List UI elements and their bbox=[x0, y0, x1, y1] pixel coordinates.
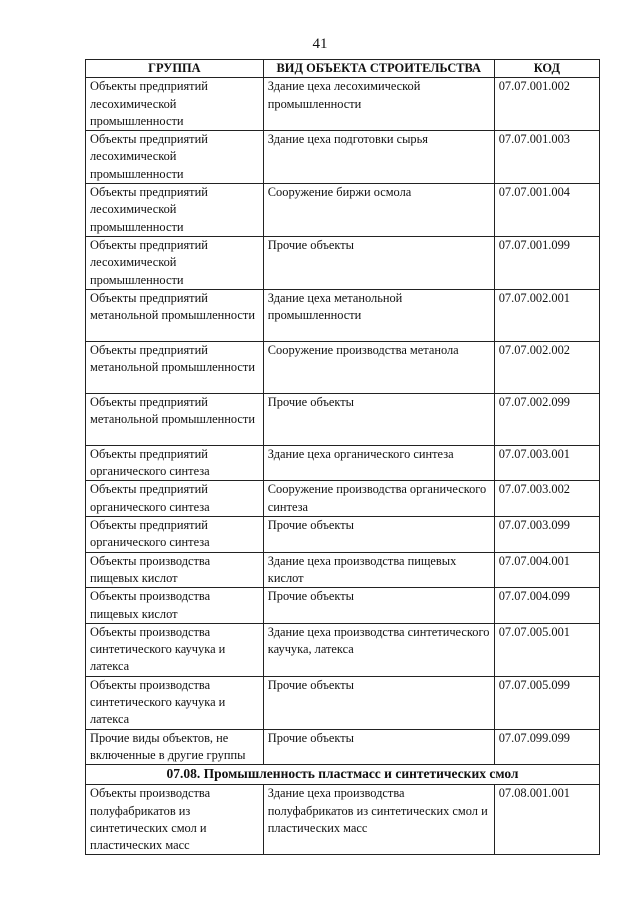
cell-group: Объекты предприятий метанольной промышленности bbox=[86, 341, 264, 393]
cell-code: 07.07.001.004 bbox=[494, 184, 599, 237]
construction-objects-table bbox=[85, 59, 600, 855]
cell-code: 07.07.001.003 bbox=[494, 131, 599, 184]
table-row bbox=[86, 785, 600, 855]
cell-code: 07.07.001.099 bbox=[494, 236, 599, 289]
cell-object-type: Сооружение производства органического синтеза bbox=[263, 481, 494, 517]
cell-object-type: Здание цеха производства синтетического каучука, латекса bbox=[263, 623, 494, 676]
cell-code: 07.07.099.099 bbox=[494, 729, 599, 765]
cell-object-type: Здание цеха органического синтеза bbox=[263, 445, 494, 481]
cell-code: 07.07.004.099 bbox=[494, 588, 599, 624]
cell-code: 07.07.004.001 bbox=[494, 552, 599, 588]
cell-code: 07.07.001.002 bbox=[494, 78, 599, 131]
table-row bbox=[86, 623, 600, 676]
table-row bbox=[86, 131, 600, 184]
cell-group: Объекты производства пищевых кислот bbox=[86, 588, 264, 624]
section-heading-row bbox=[86, 765, 600, 785]
cell-group: Объекты предприятий лесохимической промышленности bbox=[86, 184, 264, 237]
cell-object-type: Здание цеха подготовки сырья bbox=[263, 131, 494, 184]
header-group: ГРУППА bbox=[86, 60, 264, 78]
cell-group: Объекты предприятий лесохимической промышленности bbox=[86, 236, 264, 289]
table-row bbox=[86, 552, 600, 588]
table-header-row bbox=[86, 60, 600, 78]
table-row bbox=[86, 184, 600, 237]
table-row bbox=[86, 341, 600, 393]
cell-object-type: Прочие объекты bbox=[263, 517, 494, 553]
cell-group: Объекты предприятий органического синтеза bbox=[86, 445, 264, 481]
cell-object-type: Здание цеха метанольной промышленности bbox=[263, 289, 494, 341]
cell-group: Объекты производства синтетического каучука и латекса bbox=[86, 676, 264, 729]
table-row bbox=[86, 289, 600, 341]
cell-object-type: Здание цеха производства пищевых кислот bbox=[263, 552, 494, 588]
table-row bbox=[86, 676, 600, 729]
cell-group: Объекты предприятий органического синтеза bbox=[86, 517, 264, 553]
page-number: 41 bbox=[312, 36, 328, 52]
cell-group: Объекты предприятий лесохимической промышленности bbox=[86, 78, 264, 131]
table-row bbox=[86, 729, 600, 765]
table-row bbox=[86, 78, 600, 131]
cell-group: Объекты предприятий лесохимической промышленности bbox=[86, 131, 264, 184]
table-row bbox=[86, 445, 600, 481]
cell-code: 07.07.003.002 bbox=[494, 481, 599, 517]
cell-object-type: Здание цеха лесохимической промышленности bbox=[263, 78, 494, 131]
cell-code: 07.07.002.001 bbox=[494, 289, 599, 341]
cell-code: 07.07.002.099 bbox=[494, 393, 599, 445]
section-heading: 07.08. Промышленность пластмасс и синтетических смол bbox=[86, 765, 600, 785]
table-row bbox=[86, 588, 600, 624]
cell-object-type: Прочие объекты bbox=[263, 729, 494, 765]
table-row bbox=[86, 481, 600, 517]
header-code: КОД bbox=[494, 60, 599, 78]
cell-group: Объекты предприятий метанольной промышленности bbox=[86, 289, 264, 341]
cell-code: 07.08.001.001 bbox=[494, 785, 599, 855]
table-row bbox=[86, 393, 600, 445]
cell-object-type: Прочие объекты bbox=[263, 236, 494, 289]
cell-group: Объекты производства синтетического каучука и латекса bbox=[86, 623, 264, 676]
cell-group: Объекты предприятий метанольной промышленности bbox=[86, 393, 264, 445]
cell-group: Прочие виды объектов, не включенные в другие группы bbox=[86, 729, 264, 765]
cell-object-type: Сооружение производства метанола bbox=[263, 341, 494, 393]
cell-object-type: Прочие объекты bbox=[263, 393, 494, 445]
cell-code: 07.07.005.099 bbox=[494, 676, 599, 729]
cell-group: Объекты производства пищевых кислот bbox=[86, 552, 264, 588]
cell-object-type: Сооружение биржи осмола bbox=[263, 184, 494, 237]
cell-object-type: Прочие объекты bbox=[263, 676, 494, 729]
cell-code: 07.07.002.002 bbox=[494, 341, 599, 393]
cell-group: Объекты предприятий органического синтеза bbox=[86, 481, 264, 517]
cell-object-type: Здание цеха производства полуфабрикатов из синтетических смол и пластических масс bbox=[263, 785, 494, 855]
table-row bbox=[86, 236, 600, 289]
cell-object-type: Прочие объекты bbox=[263, 588, 494, 624]
cell-code: 07.07.003.099 bbox=[494, 517, 599, 553]
cell-code: 07.07.005.001 bbox=[494, 623, 599, 676]
cell-code: 07.07.003.001 bbox=[494, 445, 599, 481]
table-row bbox=[86, 517, 600, 553]
cell-group: Объекты производства полуфабрикатов из синтетических смол и пластических масс bbox=[86, 785, 264, 855]
header-object-type: ВИД ОБЪЕКТА СТРОИТЕЛЬСТВА bbox=[263, 60, 494, 78]
